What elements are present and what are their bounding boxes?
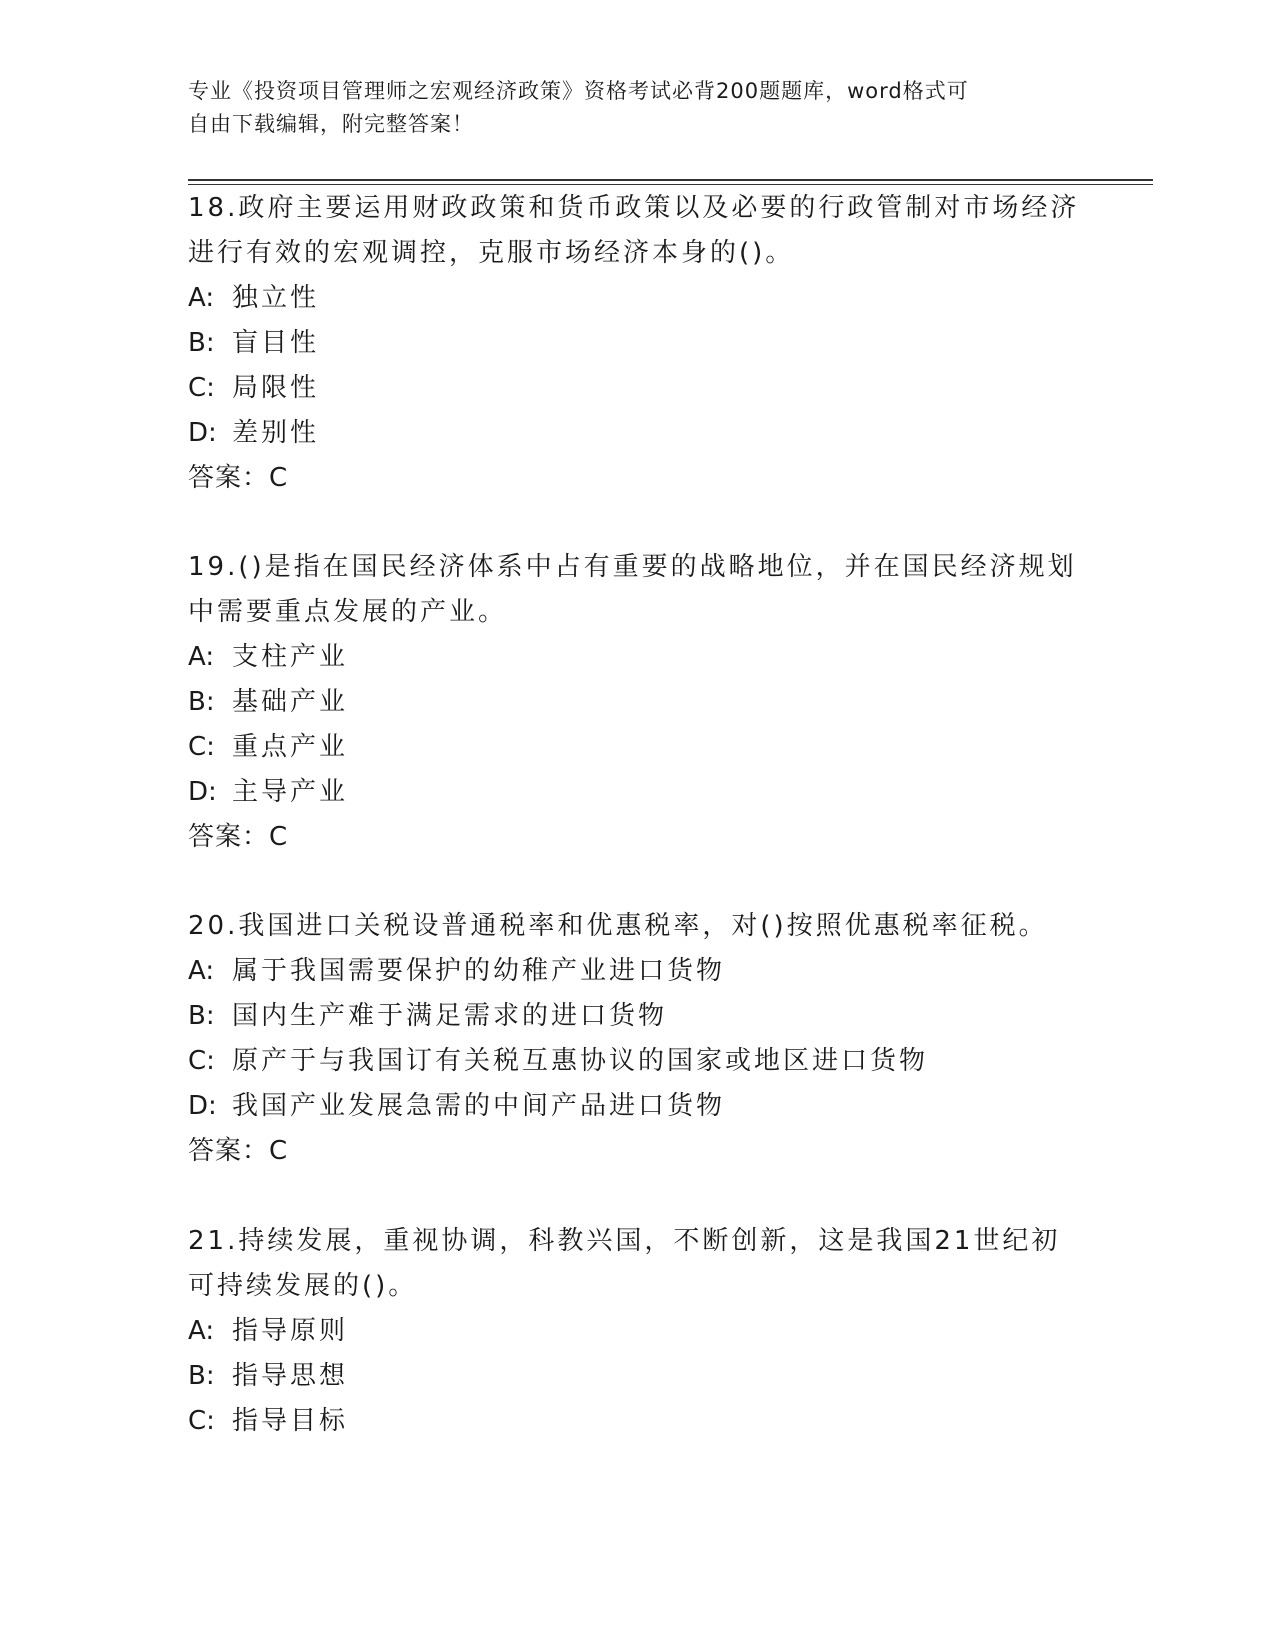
option-text: 指导思想	[232, 1361, 349, 1391]
question-stem-line: 进行有效的宏观调控，克服市场经济本身的()。	[188, 238, 795, 268]
question-20	[188, 904, 1088, 1174]
option-c	[188, 725, 1088, 770]
answer-line: 答案：C	[188, 1136, 289, 1166]
option-a	[188, 635, 1088, 680]
option-key: A:	[188, 283, 215, 313]
option-text: 原产于与我国订有关税互惠协议的国家或地区进口货物	[232, 1046, 929, 1076]
option-key: C:	[188, 1406, 215, 1436]
option-key: C:	[188, 732, 215, 762]
option-d	[188, 1084, 1088, 1129]
option-b	[188, 680, 1088, 725]
option-text: 属于我国需要保护的幼稚产业进口货物	[232, 956, 726, 986]
question-21	[188, 1219, 1088, 1444]
option-text: 盲目性	[232, 328, 320, 358]
question-18	[188, 186, 1088, 501]
header-rule-thick	[188, 179, 1153, 181]
option-key: C:	[188, 373, 215, 403]
option-text: 指导目标	[232, 1406, 349, 1436]
option-key: A:	[188, 1316, 215, 1346]
option-key: D:	[188, 1091, 217, 1121]
option-d	[188, 770, 1088, 815]
option-key: C:	[188, 1046, 215, 1076]
question-stem-line: 19.()是指在国民经济体系中占有重要的战略地位，并在国民经济规划	[188, 552, 1077, 582]
option-text: 差别性	[232, 418, 320, 448]
header-line-1: 专业《投资项目管理师之宏观经济政策》资格考试必背200题题库，word格式可	[188, 79, 969, 103]
question-stem-line: 中需要重点发展的产业。	[188, 597, 508, 627]
option-text: 基础产业	[232, 687, 349, 717]
question-stem-line: 18.政府主要运用财政政策和货币政策以及必要的行政管制对市场经济	[188, 193, 1080, 223]
option-text: 我国产业发展急需的中间产品进口货物	[232, 1091, 726, 1121]
option-key: B:	[188, 1361, 215, 1391]
question-stem-line: 20.我国进口关税设普通税率和优惠税率，对()按照优惠税率征税。	[188, 911, 1048, 941]
option-text: 指导原则	[232, 1316, 349, 1346]
question-19	[188, 545, 1088, 860]
option-key: B:	[188, 328, 215, 358]
option-c	[188, 1399, 1088, 1444]
option-text: 主导产业	[232, 777, 349, 807]
option-b	[188, 1354, 1088, 1399]
option-a	[188, 276, 1088, 321]
option-c	[188, 1039, 1088, 1084]
question-stem-line: 可持续发展的()。	[188, 1271, 418, 1301]
option-text: 独立性	[232, 283, 320, 313]
option-d	[188, 411, 1088, 456]
option-a	[188, 949, 1088, 994]
option-text: 局限性	[232, 373, 320, 403]
option-text: 支柱产业	[232, 642, 349, 672]
option-text: 国内生产难于满足需求的进口货物	[232, 1001, 668, 1031]
answer-line: 答案：C	[188, 822, 289, 852]
answer-line: 答案：C	[188, 463, 289, 493]
option-b	[188, 994, 1088, 1039]
option-key: B:	[188, 1001, 215, 1031]
option-c	[188, 366, 1088, 411]
option-key: A:	[188, 642, 215, 672]
document-header	[188, 75, 1068, 141]
option-text: 重点产业	[232, 732, 349, 762]
header-rule-thin	[188, 184, 1153, 185]
option-key: D:	[188, 777, 217, 807]
option-key: A:	[188, 956, 215, 986]
option-b	[188, 321, 1088, 366]
option-a	[188, 1309, 1088, 1354]
question-stem-line: 21.持续发展，重视协调，科教兴国，不断创新，这是我国21世纪初	[188, 1226, 1061, 1256]
option-key: B:	[188, 687, 215, 717]
header-line-2: 自由下载编辑，附完整答案！	[188, 112, 474, 136]
option-key: D:	[188, 418, 217, 448]
